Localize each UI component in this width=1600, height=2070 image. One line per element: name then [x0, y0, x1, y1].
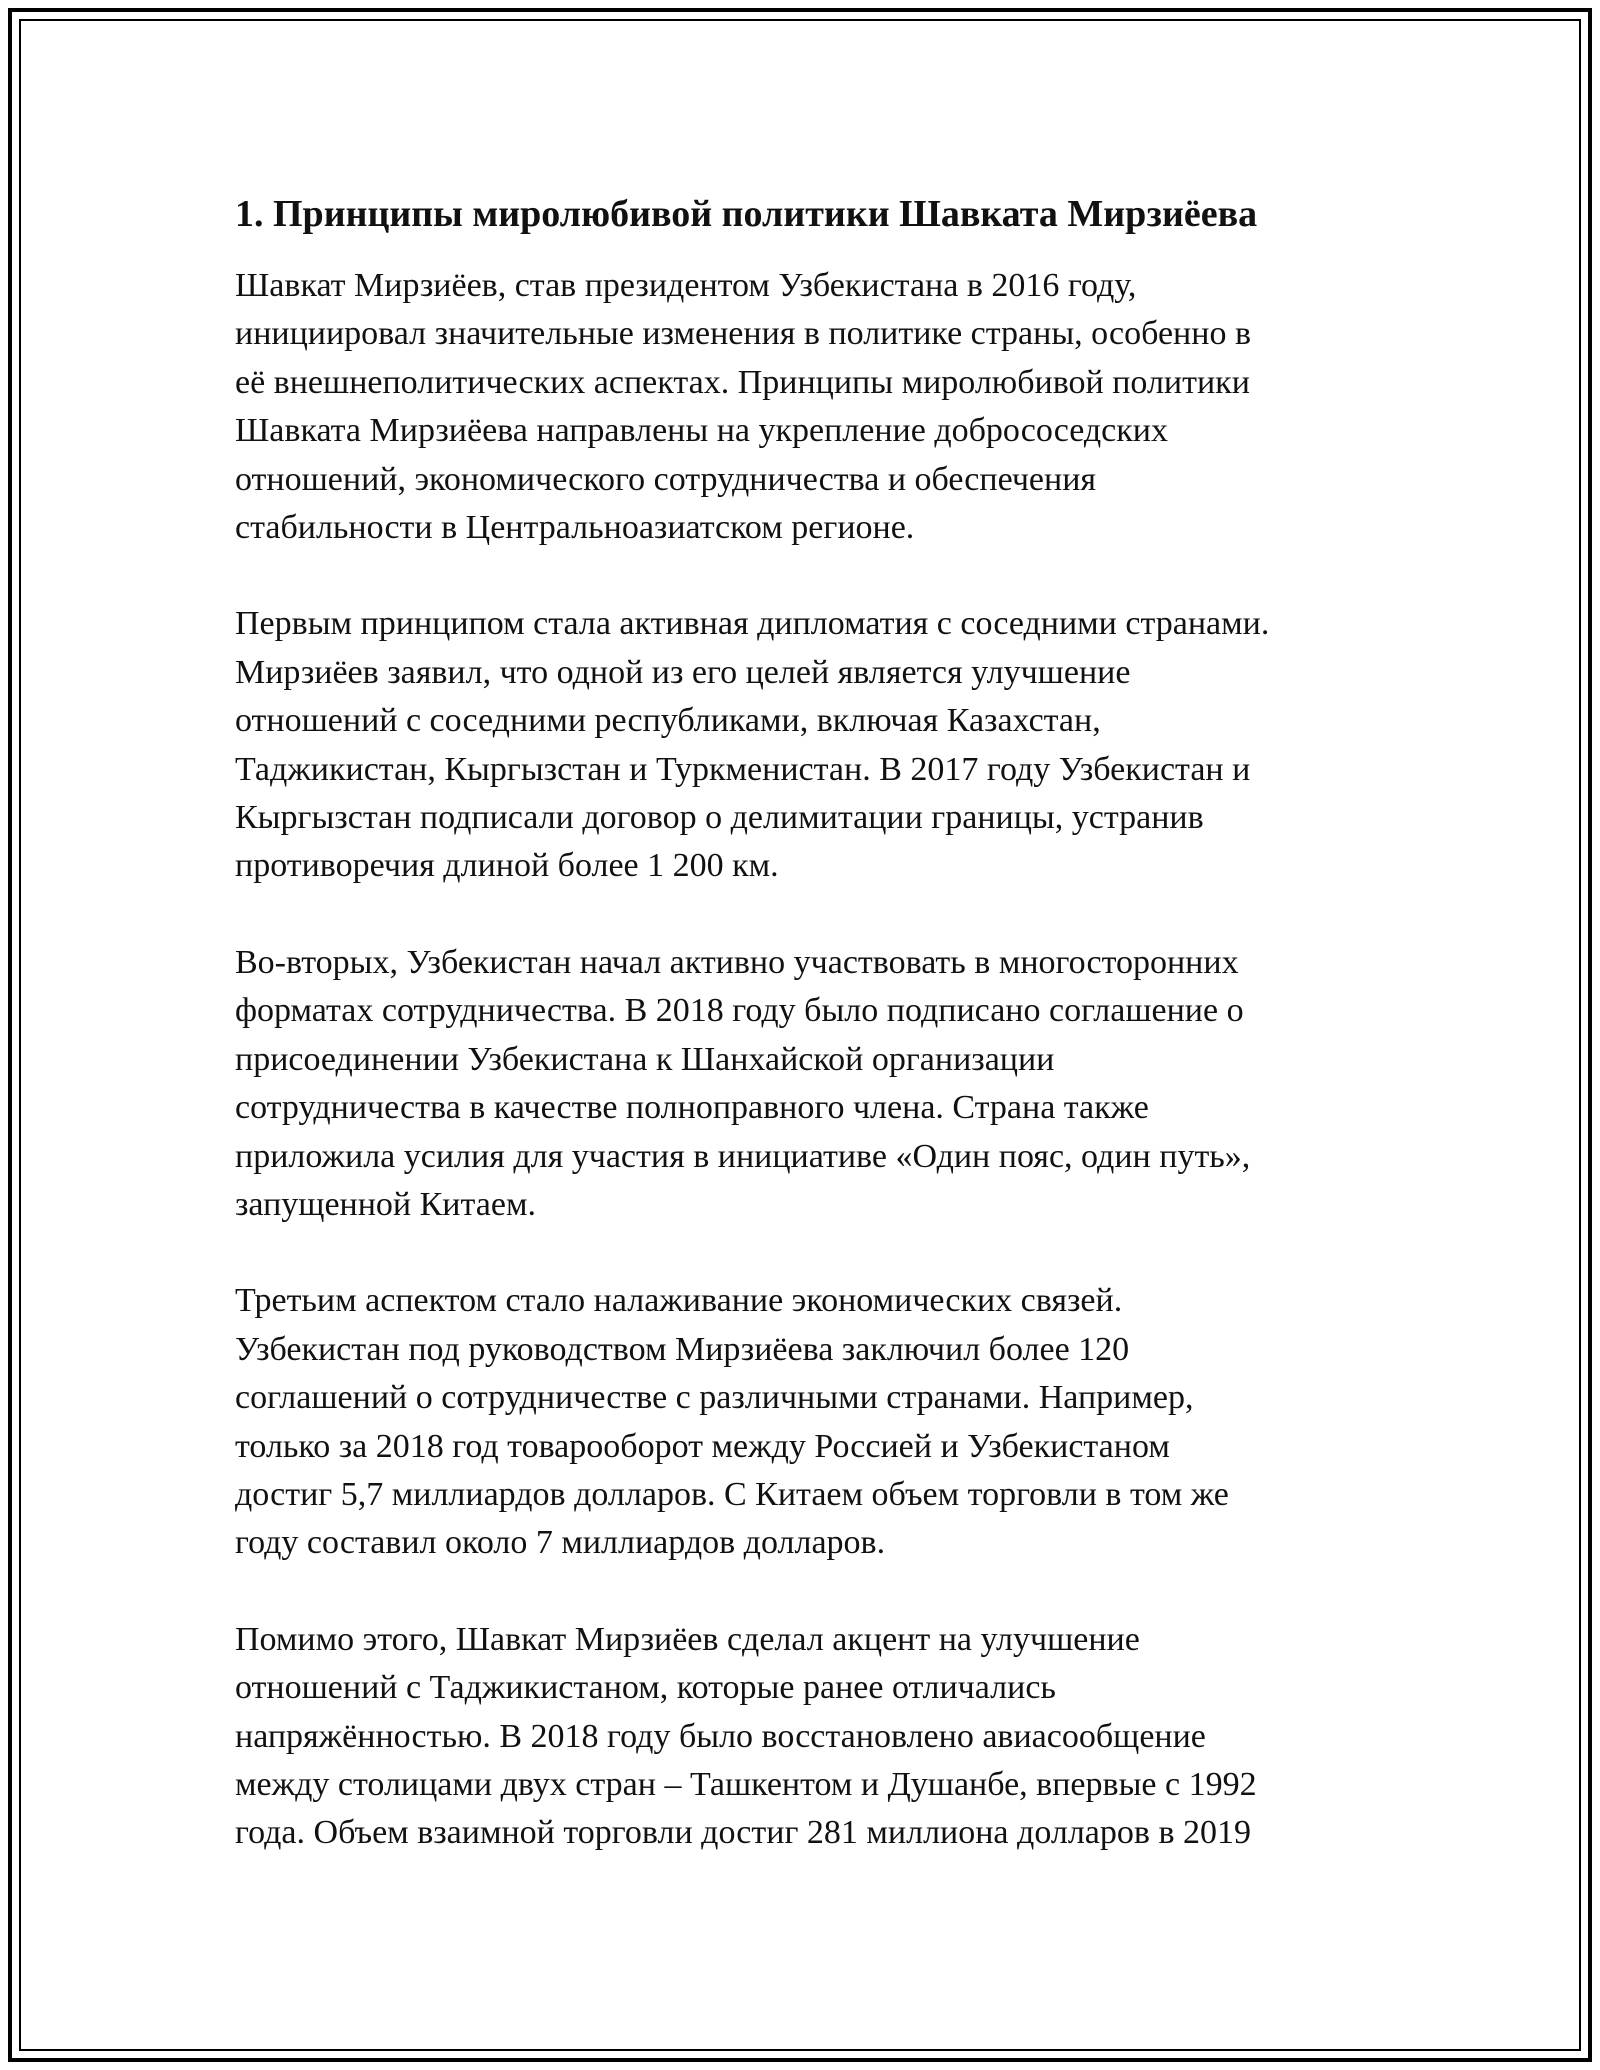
- paragraph-tajikistan-relations: Помимо этого, Шавкат Мирзиёев сделал акцент на улучшение отношений с Таджикистаном, которые ранее отличались напряжённостью. В 2018 году было восстановлено авиасообщение между столицами двух стран – Ташкентом и Душанбе, впервые с 1992 года. Объем взаимной торговли достиг 281 миллиона долларов в 2019: [235, 1620, 1257, 1852]
- paragraph-second-principle: Во-вторых, Узбекистан начал активно участвовать в многосторонних форматах сотрудничества. В 2018 году было подписано соглашение о присоединении Узбекистана к Шанхайской организации сотрудничества в качестве полноправного члена. Страна также приложила усилия для участия в инициативе «Один пояс, один путь», запущенной Китаем.: [235, 943, 1251, 1223]
- paragraph-third-aspect: Третьим аспектом стало налаживание экономических связей. Узбекистан под руководством Мирзиёева заключил более 120 соглашений о сотрудничестве с различными странами. Например, только за 2018 год товарооборот между Россией и Узбекистаном достиг 5,7 миллиардов долларов. С Китаем объем торговли в том же году составил около 7 миллиардов долларов.: [235, 1282, 1229, 1562]
- document-body: [235, 188, 1365, 1858]
- paragraph-intro: Шавкат Мирзиёев, став президентом Узбекистана в 2016 году, инициировал значительные изменения в политике страны, особенно в её внешнеполитических аспектах. Принципы миролюбивой политики Шавката Мирзиёева направлены на укрепление добрососедских отношений, экономического сотрудничества и обеспечения стабильности в Центральноазиатском регионе.: [235, 267, 1251, 547]
- section-heading: 1. Принципы миролюбивой политики Шавката Мирзиёева: [235, 193, 1258, 235]
- paragraph-first-principle: Первым принципом стала активная дипломатия с соседними странами. Мирзиёев заявил, что одной из его целей является улучшение отношений с соседними республиками, включая Казахстан, Таджикистан, Кыргызстан и Туркменистан. В 2017 году Узбекистан и Кыргызстан подписали договор о делимитации границы, устранив противоречия длиной более 1 200 км.: [235, 605, 1270, 885]
